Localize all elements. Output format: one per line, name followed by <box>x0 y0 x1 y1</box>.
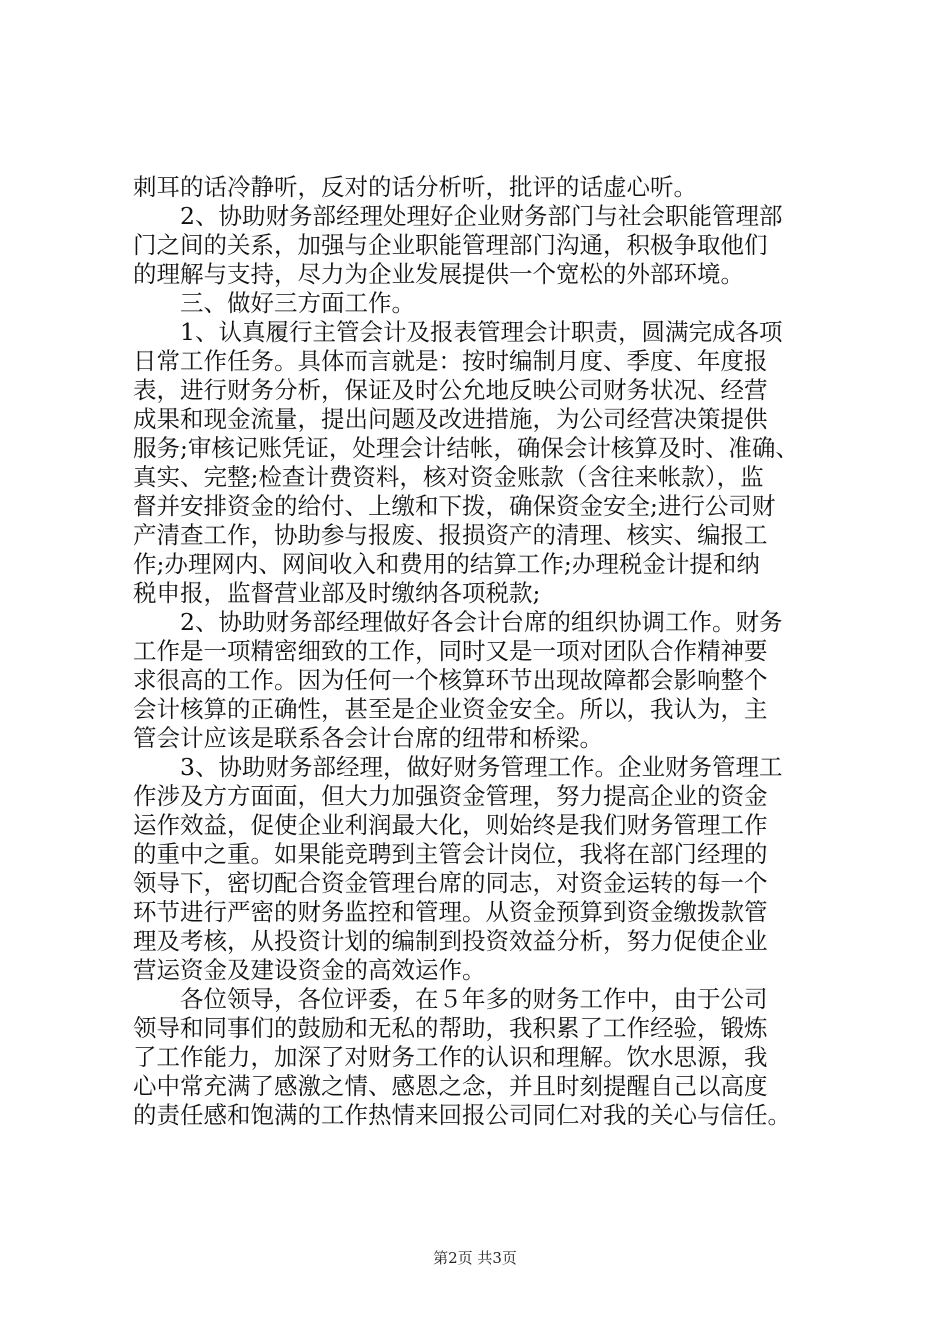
text-line: 2、协助财务部经理做好各会计台席的组织协调工作。财务 <box>180 608 783 636</box>
text-line: 真实、完整;检查计费资料，核对资金账款（含往来帐款），监 <box>133 463 764 491</box>
text-line: 日常工作任务。具体而言就是：按时编制月度、季度、年度报 <box>133 347 768 375</box>
text-line: 的重中之重。如果能竞聘到主管会计岗位，我将在部门经理的 <box>133 840 768 868</box>
text-line: 的理解与支持，尽力为企业发展提供一个宽松的外部环境。 <box>133 260 744 288</box>
body-text <box>133 173 833 1130</box>
text-line: 1、认真履行主管会计及报表管理会计职责，圆满完成各项 <box>180 318 783 346</box>
text-line: 工作是一项精密细致的工作，同时又是一项对团队合作精神要 <box>133 637 768 665</box>
text-line: 心中常充满了感激之情、感恩之念，并且时刻提醒自己以高度 <box>133 1072 768 1100</box>
text-line: 税申报，监督营业部及时缴纳各项税款; <box>133 579 541 607</box>
text-line: 管会计应该是联系各会计台席的纽带和桥梁。 <box>133 724 603 752</box>
text-line: 三、做好三方面工作。 <box>180 289 415 317</box>
page-footer: 第2页 共3页 <box>433 1249 517 1267</box>
text-line: 领导下，密切配合资金管理台席的同志，对资金运转的每一个 <box>133 869 768 897</box>
text-line: 环节进行严密的财务监控和管理。从资金预算到资金缴拨款管 <box>133 898 768 926</box>
text-line: 了工作能力，加深了对财务工作的认识和理解。饮水思源，我 <box>133 1043 768 1071</box>
text-line: 2、协助财务部经理处理好企业财务部门与社会职能管理部 <box>180 202 783 230</box>
text-line: 表，进行财务分析，保证及时公允地反映公司财务状况、经营 <box>133 376 768 404</box>
text-line: 的责任感和饱满的工作热情来回报公司同仁对我的关心与信任。 <box>133 1101 791 1129</box>
text-line: 成果和现金流量，提出问题及改进措施，为公司经营决策提供 <box>133 405 768 433</box>
text-line: 服务;审核记账凭证，处理会计结帐，确保会计核算及时、准确、 <box>133 434 799 462</box>
text-line: 督并安排资金的给付、上缴和下拨，确保资金安全;进行公司财 <box>133 492 776 520</box>
text-line: 运作效益，促使企业利润最大化，则始终是我们财务管理工作 <box>133 811 768 839</box>
text-line: 会计核算的正确性，甚至是企业资金安全。所以，我认为，主 <box>133 695 768 723</box>
text-line: 门之间的关系，加强与企业职能管理部门沟通，积极争取他们 <box>133 231 768 259</box>
text-line: 理及考核，从投资计划的编制到投资效益分析，努力促使企业 <box>133 927 768 955</box>
text-line: 3、协助财务部经理，做好财务管理工作。企业财务管理工 <box>180 753 783 781</box>
text-line: 求很高的工作。因为任何一个核算环节出现故障都会影响整个 <box>133 666 768 694</box>
text-line: 刺耳的话冷静听，反对的话分析听，批评的话虚心听。 <box>133 173 697 201</box>
text-line: 产清查工作，协助参与报废、报损资产的清理、核实、编报工 <box>133 521 768 549</box>
text-line: 各位领导，各位评委，在５年多的财务工作中，由于公司 <box>180 985 768 1013</box>
text-line: 作涉及方方面面，但大力加强资金管理，努力提高企业的资金 <box>133 782 768 810</box>
text-line: 营运资金及建设资金的高效运作。 <box>133 956 486 984</box>
text-line: 领导和同事们的鼓励和无私的帮助，我积累了工作经验，锻炼 <box>133 1014 768 1042</box>
text-line: 作;办理网内、网间收入和费用的结算工作;办理税金计提和纳 <box>133 550 760 578</box>
